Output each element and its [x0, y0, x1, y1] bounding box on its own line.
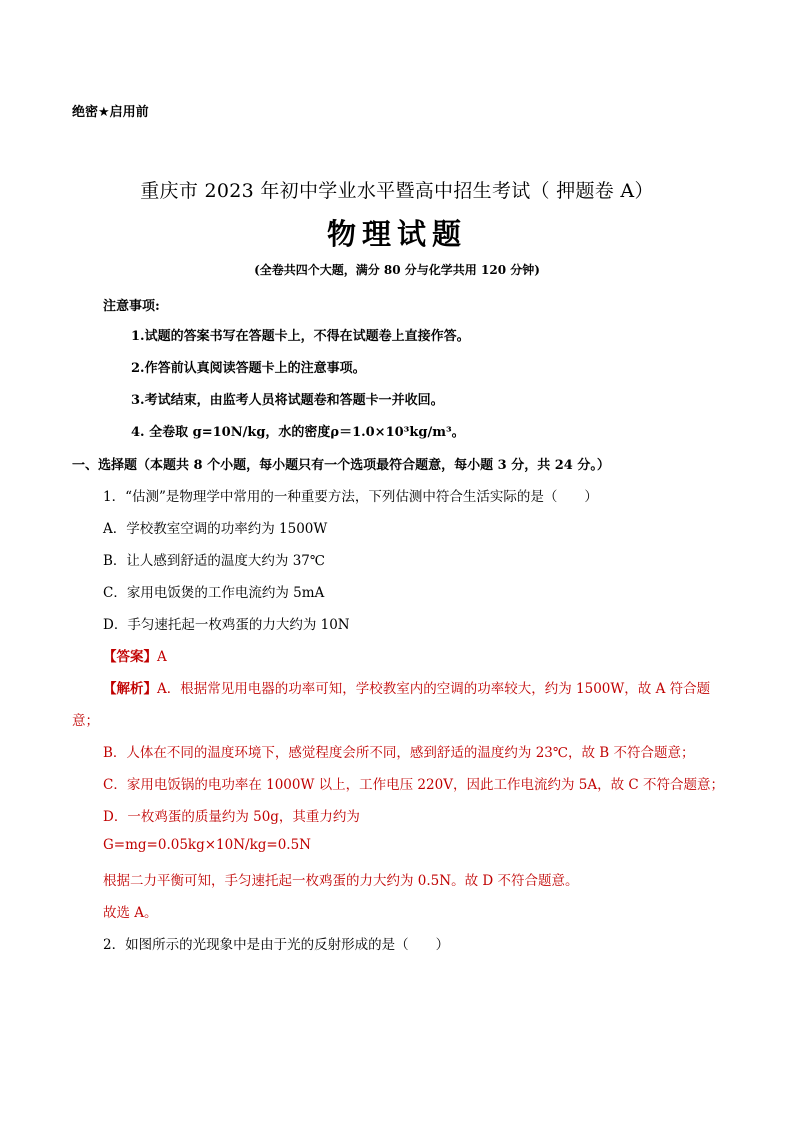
option-b: B．让人感到舒适的温度大约为 37℃ — [103, 553, 325, 569]
question-stem: 2．如图所示的光现象中是由于光的反射形成的是（ ） — [103, 937, 450, 953]
notice-item: 4. 全卷取 g=10N/kg，水的密度ρ＝1.0×10³kg/m³。 — [131, 425, 465, 440]
answer-line — [103, 645, 167, 665]
analysis-text-c: C．家用电饭锅的电功率在 1000W 以上，工作电压 220V，因此工作电流约为 5A，故 C 不符合题意； — [103, 777, 724, 793]
option-d: D．手匀速托起一枚鸡蛋的力大约为 10N — [103, 617, 350, 633]
analysis-line — [103, 677, 710, 697]
final-choice: 故选 A。 — [103, 905, 158, 921]
analysis-text-d: D．一枚鸡蛋的质量约为 50g，其重力约为 — [103, 809, 360, 825]
notice-item: 3.考试结束，由监考人员将试题卷和答题卡一并收回。 — [131, 393, 444, 408]
notice-item: 2.作答前认真阅读答题卡上的注意事项。 — [131, 361, 366, 376]
option-a: A．学校教室空调的功率约为 1500W — [103, 521, 328, 537]
option-c: C．家用电饭煲的工作电流约为 5mA — [103, 585, 325, 601]
analysis-text-a: A．根据常见用电器的功率可知，学校教室内的空调的功率较大，约为 1500W，故 A 符合题 — [157, 681, 711, 697]
exam-note: (全卷共四个大题，满分 80 分与化学共用 120 分钟) — [254, 263, 540, 277]
exam-title: 重庆市 2023 年初中学业水平暨高中招生考试（ 押题卷 A） — [140, 180, 654, 202]
analysis-tag: 【解析】 — [103, 681, 157, 697]
subject-title: 物理试题 — [326, 217, 467, 251]
question-stem: 1．“估测”是物理学中常用的一种重要方法，下列估测中符合生活实际的是（ ） — [103, 489, 598, 505]
gravity-formula: G=mg=0.05kg×10N/kg=0.5N — [103, 837, 311, 853]
notice-title: 注意事项: — [103, 299, 160, 314]
section-heading: 一、选择题（本题共 8 个小题，每小题只有一个选项最符合题意，每小题 3 分，共 24 分。） — [72, 458, 610, 473]
analysis-text-a-continued: 意； — [72, 713, 99, 729]
confidential-mark: 绝密★启用前 — [72, 105, 149, 120]
analysis-conclusion: 根据二力平衡可知，手匀速托起一枚鸡蛋的力大约为 0.5N。故 D 不符合题意。 — [103, 873, 579, 889]
answer-value: A — [157, 649, 167, 665]
analysis-text-b: B．人体在不同的温度环境下，感觉程度会所不同，感到舒适的温度约为 23℃，故 B 不符合题意； — [103, 745, 695, 761]
notice-item: 1.试题的答案书写在答题卡上，不得在试题卷上直接作答。 — [131, 329, 470, 344]
answer-tag: 【答案】 — [103, 649, 157, 665]
